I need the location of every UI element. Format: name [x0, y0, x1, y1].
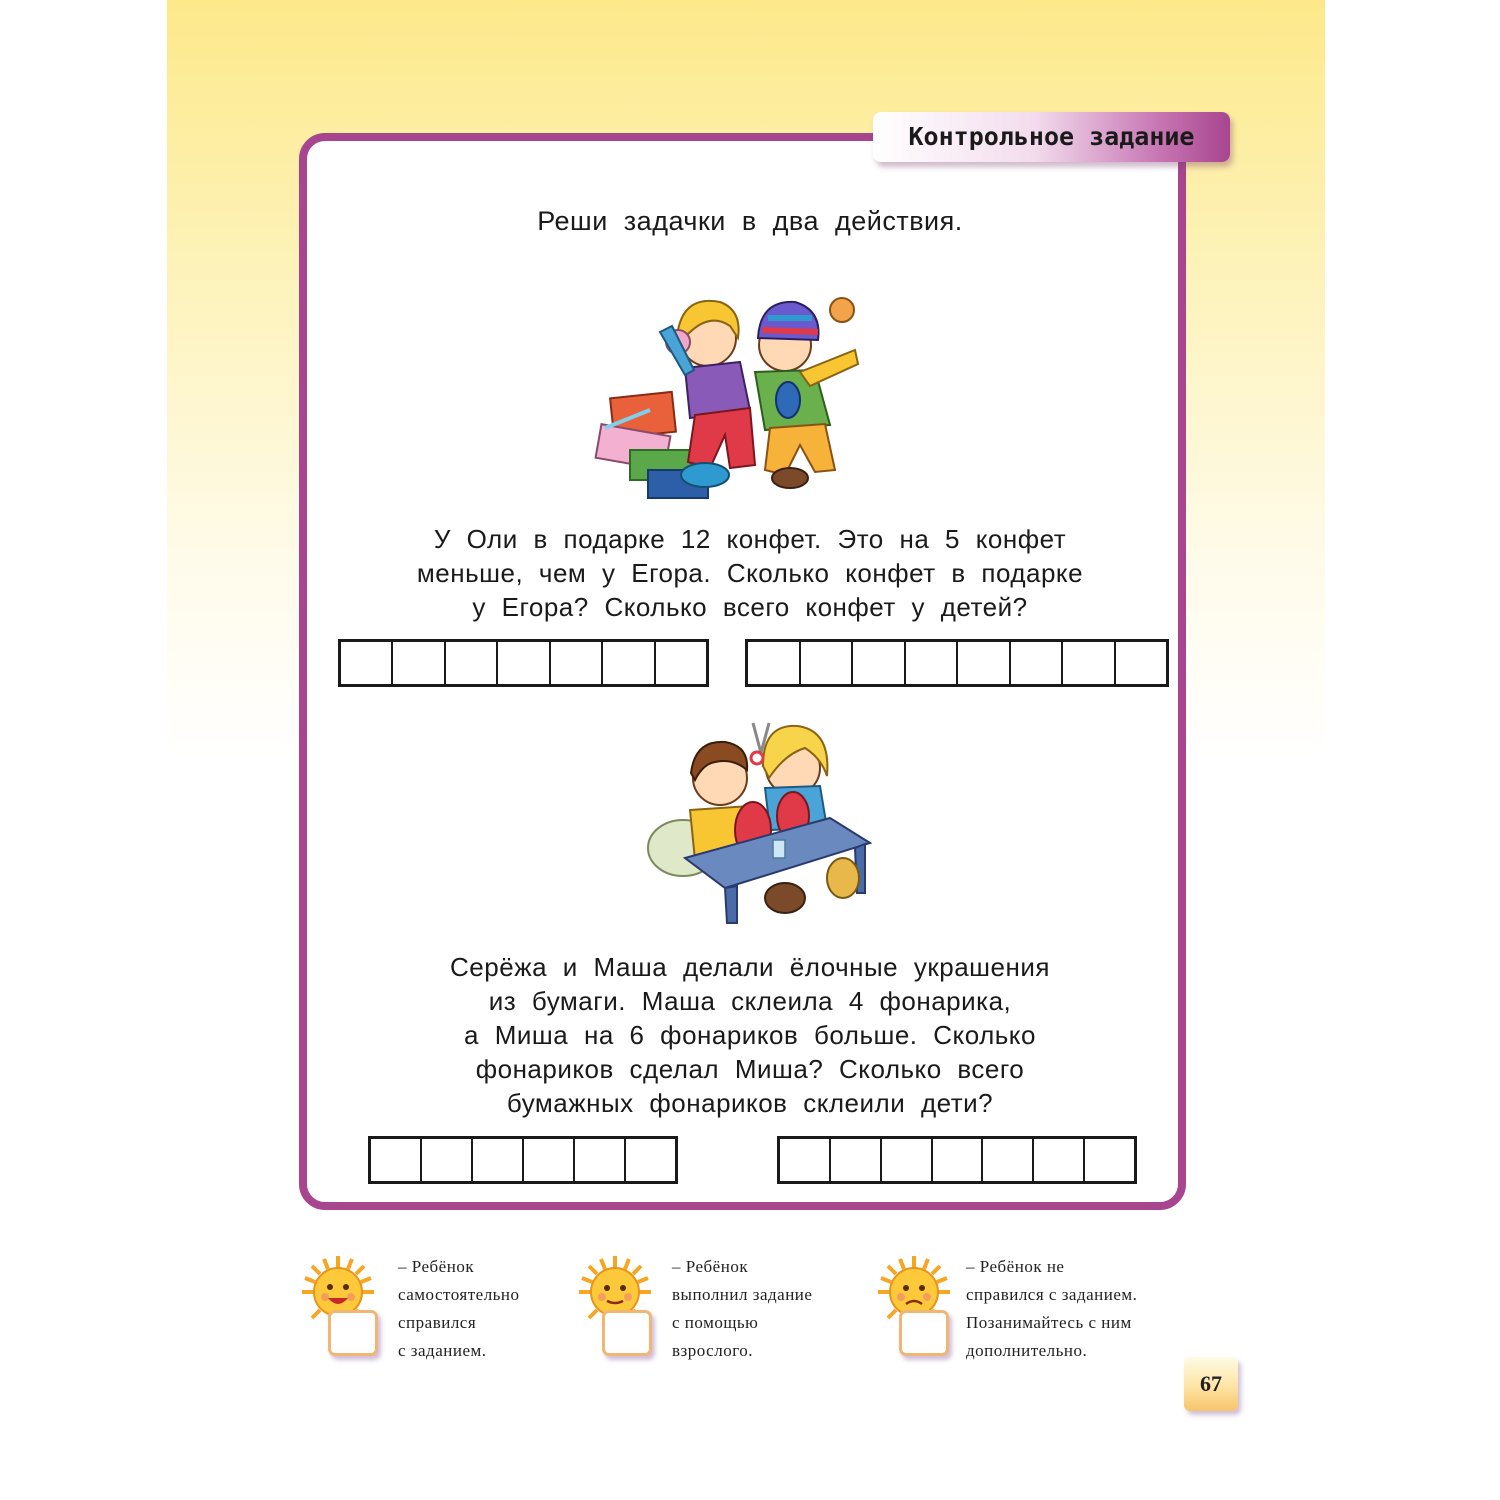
problem-1-line: меньше, чем у Егора. Сколько конфет в подарке — [416, 558, 1084, 588]
problem-1-text — [300, 522, 1200, 624]
answer-cell[interactable] — [522, 1139, 573, 1181]
answer-cell[interactable] — [1061, 642, 1114, 684]
not-done-checkbox[interactable] — [899, 1310, 949, 1356]
problem-1-answer-box-2[interactable] — [745, 639, 1169, 687]
problem-1-answer-box-1[interactable] — [338, 639, 709, 687]
answer-cell[interactable] — [1083, 1139, 1134, 1181]
legend-self-done-text — [398, 1253, 520, 1365]
answer-cell[interactable] — [341, 642, 391, 684]
answer-cell[interactable] — [471, 1139, 522, 1181]
legend-line: – Ребёнок не — [966, 1257, 1065, 1276]
answer-cell[interactable] — [420, 1139, 471, 1181]
problem-2-answer-box-2[interactable] — [777, 1136, 1137, 1184]
legend-not-done-text — [966, 1253, 1137, 1365]
answer-cell[interactable] — [654, 642, 706, 684]
legend-with-help-text — [672, 1253, 812, 1365]
problem-1-line: У Оли в подарке 12 конфет. Это на 5 конфет — [433, 524, 1067, 554]
answer-cell[interactable] — [624, 1139, 675, 1181]
legend-line: справился — [398, 1313, 477, 1332]
page-number: 67 — [1184, 1357, 1238, 1411]
problem-2-line: бумажных фонариков склеили дети? — [506, 1088, 994, 1118]
problem-2-answer-box-1[interactable] — [368, 1136, 678, 1184]
answer-cell[interactable] — [956, 642, 1009, 684]
answer-cell[interactable] — [549, 642, 601, 684]
self-done-checkbox[interactable] — [328, 1310, 378, 1356]
answer-cell[interactable] — [391, 642, 443, 684]
with-help-checkbox[interactable] — [602, 1310, 652, 1356]
answer-cell[interactable] — [851, 642, 904, 684]
answer-cell[interactable] — [1114, 642, 1167, 684]
children-crafting-illustration — [645, 718, 880, 933]
answer-cell[interactable] — [904, 642, 957, 684]
answer-cell[interactable] — [829, 1139, 880, 1181]
children-with-gifts-illustration — [590, 290, 870, 505]
section-title: Контрольное задание — [908, 122, 1195, 151]
problem-2-line: из бумаги. Маша склеила 4 фонарика, — [488, 986, 1012, 1016]
problem-2-line: Серёжа и Маша делали ёлочные украшения — [450, 952, 1050, 982]
answer-cell[interactable] — [931, 1139, 982, 1181]
legend-line: справился с заданием. — [966, 1285, 1138, 1304]
answer-cell[interactable] — [1032, 1139, 1083, 1181]
legend-line: Позанимайтесь с ним — [966, 1313, 1132, 1332]
answer-cell[interactable] — [780, 1139, 829, 1181]
answer-cell[interactable] — [748, 642, 799, 684]
answer-cell[interactable] — [880, 1139, 931, 1181]
answer-cell[interactable] — [1009, 642, 1062, 684]
legend-line: с помощью — [672, 1313, 759, 1332]
problem-2-line: фонариков сделал Миша? Сколько всего — [475, 1054, 1025, 1084]
legend-line: выполнил задание — [672, 1285, 813, 1304]
answer-cell[interactable] — [371, 1139, 420, 1181]
answer-cell[interactable] — [496, 642, 548, 684]
problem-1-line: у Егора? Сколько всего конфет у детей? — [472, 592, 1028, 622]
task-instruction: Реши задачки в два действия. — [537, 206, 963, 236]
legend-line: – Ребёнок — [398, 1257, 475, 1276]
problem-2-text — [300, 950, 1200, 1120]
legend-line: самостоятельно — [398, 1285, 520, 1304]
answer-cell[interactable] — [799, 642, 852, 684]
legend-line: с заданием. — [398, 1341, 487, 1360]
problem-2-line: а Миша на 6 фонариков больше. Сколько — [464, 1020, 1036, 1050]
answer-cell[interactable] — [601, 642, 653, 684]
answer-cell[interactable] — [573, 1139, 624, 1181]
answer-cell[interactable] — [444, 642, 496, 684]
legend-line: дополнительно. — [966, 1341, 1088, 1360]
legend-line: взрослого. — [672, 1341, 753, 1360]
legend-line: – Ребёнок — [672, 1257, 749, 1276]
answer-cell[interactable] — [981, 1139, 1032, 1181]
section-header-tab — [873, 112, 1230, 162]
